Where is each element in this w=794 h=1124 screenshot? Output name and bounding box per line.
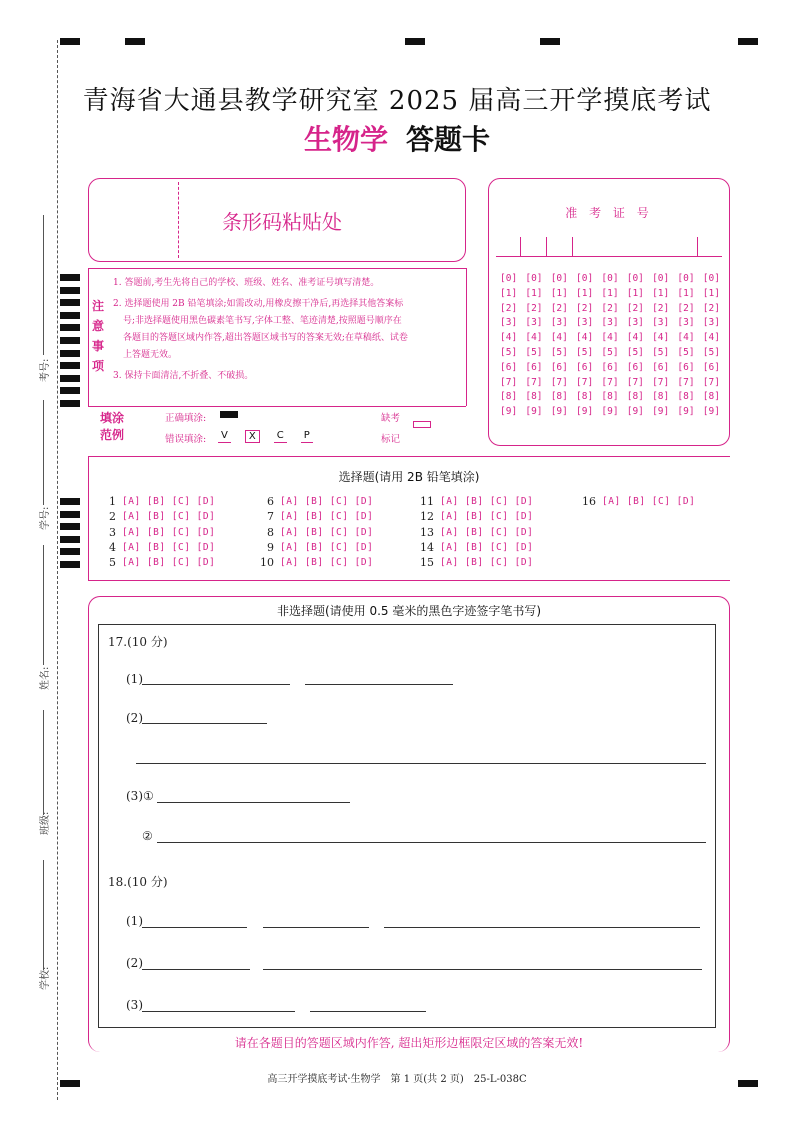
reg-mark-top-2	[125, 38, 145, 45]
fill-wrong-label: 错误填涂:	[165, 434, 207, 445]
q17-p1-line-b[interactable]	[305, 684, 453, 685]
notice-heading-char: 事	[92, 339, 105, 353]
exam-id-bubble[interactable]: [6]	[550, 361, 568, 373]
reg-mark-top-1	[60, 38, 80, 45]
exam-id-bubble[interactable]: [6]	[677, 361, 695, 373]
exam-id-bubble[interactable]: [0]	[652, 273, 670, 284]
exam-id-bubble[interactable]: [4]	[525, 332, 543, 344]
choice-question-number: 15	[420, 556, 434, 570]
choice-options[interactable]: [A] [B] [C] [D]	[122, 526, 216, 538]
choice-options[interactable]: [A] [B] [C] [D]	[122, 541, 216, 553]
exam-id-bubble[interactable]: [7]	[576, 376, 594, 388]
exam-id-bubble[interactable]: [3]	[500, 317, 518, 329]
choice-options[interactable]: [A] [B] [C] [D]	[440, 557, 534, 569]
side-line-name	[43, 545, 44, 665]
exam-id-bubble[interactable]: [7]	[601, 376, 619, 388]
q18-label: 18.(10 分)	[108, 875, 168, 889]
reg-mark-top-5	[738, 38, 758, 45]
choice-question-number: 13	[420, 525, 434, 539]
exam-id-digit-row	[500, 273, 720, 284]
fill-correct-label: 正确填涂:	[165, 413, 207, 424]
answer-warning: 请在各题目的答题区域内作答, 超出矩形边框限定区域的答案无效!	[234, 1036, 584, 1050]
exam-id-bubble[interactable]: [6]	[525, 361, 543, 373]
exam-id-bubble[interactable]: [8]	[500, 391, 518, 403]
page-footer: 高三开学摸底考试·生物学 第 1 页(共 2 页) 25-L-038C	[267, 1074, 527, 1085]
fill-wrong-samples	[218, 430, 313, 443]
choice-question-number: 4	[109, 540, 116, 554]
choice-question-row	[420, 526, 533, 539]
q17-p3b-label: ②	[142, 829, 153, 843]
exam-id-bubble[interactable]: [2]	[652, 302, 670, 314]
exam-id-bubble[interactable]: [9]	[576, 406, 594, 418]
barcode-label: 条形码粘贴处	[222, 210, 342, 234]
choice-question-row	[420, 495, 533, 508]
q17-p3b-line[interactable]	[157, 842, 706, 843]
q17-p2-line-a[interactable]	[142, 723, 267, 724]
exam-id-bubble[interactable]: [9]	[500, 406, 518, 418]
wrong-mark-p: P	[301, 430, 313, 443]
side-line-exam-no	[43, 215, 44, 355]
exam-id-bubble[interactable]: [6]	[702, 361, 720, 373]
exam-id-bubble[interactable]: [3]	[626, 317, 644, 329]
exam-id-bubble[interactable]: [0]	[500, 273, 518, 284]
exam-id-bubble[interactable]: [5]	[550, 347, 568, 358]
subject-name: 生物学	[303, 123, 388, 156]
wrong-mark-x: X	[245, 430, 260, 443]
exam-id-bubble[interactable]: [5]	[677, 347, 695, 358]
timing-mark	[60, 324, 80, 331]
barcode-divider	[178, 182, 179, 258]
exam-id-bubble[interactable]: [0]	[550, 273, 568, 284]
exam-id-bubble[interactable]: [7]	[702, 376, 720, 388]
notice-heading-char: 项	[92, 359, 105, 373]
exam-id-bubble[interactable]: [5]	[601, 347, 619, 358]
timing-mark	[60, 287, 80, 294]
notice-box-bottom	[88, 406, 466, 407]
exam-id-bubble[interactable]: [5]	[702, 347, 720, 358]
wrong-mark-c: C	[274, 430, 287, 443]
nonchoice-section-title: 非选择题(请使用 0.5 毫米的黑色字迹签字笔书写)	[276, 604, 542, 618]
exam-id-cell-divider	[546, 237, 547, 257]
choice-question-row	[260, 510, 373, 523]
choice-section-title: 选择题(请用 2B 铅笔填涂)	[338, 470, 480, 484]
side-label-name: 姓名:	[40, 666, 51, 690]
exam-id-bubble[interactable]: [7]	[525, 376, 543, 388]
page-subtitle	[0, 118, 794, 158]
exam-id-bubble[interactable]: [7]	[677, 376, 695, 388]
exam-id-bubble[interactable]: [1]	[652, 287, 670, 299]
choice-question-row	[102, 541, 215, 554]
choice-question-number: 12	[420, 510, 434, 524]
choice-question-number: 16	[582, 495, 596, 508]
choice-question-number: 5	[109, 556, 116, 570]
timing-mark	[60, 561, 80, 568]
choice-question-number: 8	[267, 525, 274, 539]
exam-id-bubble[interactable]: [5]	[500, 347, 518, 358]
exam-id-bubble[interactable]: [9]	[601, 406, 619, 418]
notice-items	[113, 275, 463, 385]
exam-id-bubble[interactable]: [5]	[525, 347, 543, 358]
q17-p3a-label: (3)①	[126, 789, 154, 803]
exam-id-digit-row	[500, 288, 720, 299]
exam-id-bubble[interactable]: [3]	[702, 317, 720, 329]
choice-options[interactable]: [A] [B] [C] [D]	[280, 511, 374, 523]
exam-id-bubble[interactable]: [2]	[525, 302, 543, 314]
exam-id-digit-row	[500, 377, 720, 388]
choice-section-bottom	[88, 580, 730, 581]
exam-id-bubble[interactable]: [2]	[626, 302, 644, 314]
reg-mark-top-4	[540, 38, 560, 45]
side-label-exam-no: 考号:	[40, 358, 51, 382]
page-title: 青海省大通县教学研究室 2025 届高三开学摸底考试	[82, 86, 712, 116]
exam-id-bubble[interactable]: [4]	[677, 332, 695, 344]
timing-mark	[60, 511, 80, 518]
choice-question-row	[102, 526, 215, 539]
choice-options[interactable]: [A] [B] [C] [D]	[440, 526, 534, 538]
exam-id-bubble[interactable]: [2]	[550, 302, 568, 314]
exam-id-bubble[interactable]: [4]	[652, 332, 670, 344]
notice-box-top	[88, 268, 466, 269]
choice-options[interactable]: [A] [B] [C] [D]	[122, 557, 216, 569]
notice-item: 各题目的答题区域内作答,超出答题区域书写的答案无效;在草稿纸、试卷	[123, 333, 408, 343]
exam-id-bubble[interactable]: [6]	[626, 361, 644, 373]
choice-question-number: 11	[420, 495, 434, 508]
timing-mark	[60, 375, 80, 382]
timing-mark	[60, 337, 80, 344]
choice-question-row	[260, 541, 373, 554]
q18-p2-label: (2)	[126, 956, 143, 970]
exam-id-bubble[interactable]: [0]	[525, 273, 543, 284]
choice-question-row	[260, 526, 373, 539]
exam-id-bubble[interactable]: [0]	[702, 273, 720, 284]
choice-question-row	[420, 541, 533, 554]
notice-box-right	[466, 268, 467, 406]
exam-id-bubble[interactable]: [7]	[652, 376, 670, 388]
exam-id-bubble[interactable]: [9]	[652, 406, 670, 418]
choice-question-number: 14	[420, 540, 434, 554]
exam-id-bubble[interactable]: [9]	[677, 406, 695, 418]
exam-id-digit-row	[500, 317, 720, 328]
exam-id-bubble[interactable]: [3]	[525, 317, 543, 329]
choice-question-row	[102, 495, 215, 508]
exam-id-bubble[interactable]: [3]	[677, 317, 695, 329]
exam-id-bubble[interactable]: [2]	[500, 302, 518, 314]
q18-p3-line-b[interactable]	[310, 1011, 426, 1012]
choice-question-number: 3	[109, 525, 116, 539]
exam-id-bubble[interactable]: [6]	[500, 361, 518, 373]
notice-item: 上答题无效。	[123, 350, 178, 360]
timing-mark	[60, 312, 80, 319]
exam-id-bubble[interactable]: [0]	[626, 273, 644, 284]
choice-question-number: 1	[109, 495, 116, 508]
q18-p1-line-b[interactable]	[263, 927, 369, 928]
exam-id-bubble[interactable]: [1]	[500, 287, 518, 299]
fill-heading-line: 填涂	[100, 411, 125, 425]
exam-id-bubble[interactable]: [7]	[626, 376, 644, 388]
choice-question-row	[582, 495, 695, 508]
notice-item: 号;非选择题使用黑色碳素笔书写,字体工整、笔迹清楚,按照题号顺序在	[123, 316, 402, 326]
q18-p1-line-a[interactable]	[142, 927, 247, 928]
choice-question-row	[102, 510, 215, 523]
exam-id-bubble[interactable]: [4]	[550, 332, 568, 344]
exam-id-bubble[interactable]: [4]	[702, 332, 720, 344]
exam-id-bubble[interactable]: [6]	[576, 361, 594, 373]
exam-id-bubble[interactable]: [5]	[576, 347, 594, 358]
choice-options[interactable]: [A] [B] [C] [D]	[280, 557, 374, 569]
fill-correct-sample	[220, 411, 238, 418]
q18-p3-line-a[interactable]	[142, 1011, 295, 1012]
fill-example-heading	[100, 410, 124, 444]
timing-mark	[60, 387, 80, 394]
exam-id-bubble[interactable]: [6]	[601, 361, 619, 373]
exam-id-bubble[interactable]: [8]	[652, 391, 670, 403]
exam-id-bubble[interactable]: [7]	[500, 376, 518, 388]
q17-p2-label: (2)	[126, 711, 143, 725]
q18-p1-label: (1)	[126, 914, 143, 928]
exam-id-cell-divider	[520, 237, 521, 257]
choice-question-row	[420, 510, 533, 523]
exam-id-cell-divider	[697, 237, 698, 257]
choice-section-top	[88, 456, 730, 457]
timing-mark	[60, 350, 80, 357]
timing-mark	[60, 274, 80, 281]
exam-id-digit-row	[500, 406, 720, 417]
choice-options[interactable]: [A] [B] [C] [D]	[440, 511, 534, 523]
exam-id-bubble[interactable]: [6]	[652, 361, 670, 373]
side-label-student-no: 学号:	[40, 506, 51, 530]
side-label-class: 班级:	[40, 811, 51, 835]
choice-question-number: 9	[267, 540, 274, 554]
timing-mark	[60, 400, 80, 407]
q17-p1-line-a[interactable]	[142, 684, 290, 685]
q17-p2-line-b[interactable]	[136, 763, 706, 764]
exam-id-bubble[interactable]: [7]	[550, 376, 568, 388]
exam-id-bubble[interactable]: [4]	[626, 332, 644, 344]
exam-id-bubble[interactable]: [1]	[702, 287, 720, 299]
timing-mark	[60, 498, 80, 505]
notice-heading-char: 意	[92, 319, 105, 333]
side-line-class	[43, 710, 44, 815]
choice-question-number: 7	[267, 510, 274, 524]
q18-p1-line-c[interactable]	[384, 927, 700, 928]
exam-id-bubble[interactable]: [9]	[550, 406, 568, 418]
choice-options[interactable]: [A] [B] [C] [D]	[280, 496, 374, 507]
exam-id-bubble[interactable]: [0]	[601, 273, 619, 284]
exam-id-digit-row	[500, 347, 720, 358]
exam-id-bubble[interactable]: [1]	[677, 287, 695, 299]
exam-id-bubble[interactable]: [1]	[550, 287, 568, 299]
exam-id-bubble[interactable]: [3]	[576, 317, 594, 329]
notice-item: 3. 保持卡面清洁,不折叠、不破损。	[113, 371, 254, 381]
absent-label-2: 标记	[381, 434, 401, 445]
exam-id-bubble[interactable]: [1]	[525, 287, 543, 299]
exam-id-bubble[interactable]: [9]	[702, 406, 720, 418]
notice-item: 2. 选择题使用 2B 铅笔填涂;如需改动,用橡皮擦干净后,再选择其他答案标	[113, 299, 404, 309]
choice-question-row	[260, 556, 373, 569]
notice-item: 1. 答题前,考生先将自己的学校、班级、姓名、准考证号填写清楚。	[113, 278, 380, 288]
exam-id-bubble[interactable]: [8]	[702, 391, 720, 403]
choice-question-row	[420, 556, 533, 569]
exam-id-digit-row	[500, 391, 720, 402]
choice-question-number: 2	[109, 510, 116, 524]
exam-id-bubble[interactable]: [8]	[601, 391, 619, 403]
choice-question-row	[102, 556, 215, 569]
choice-options[interactable]: [A] [B] [C] [D]	[440, 541, 534, 553]
q18-p2-line-a[interactable]	[142, 969, 250, 970]
choice-question-number: 10	[260, 556, 274, 570]
choice-question-row	[260, 495, 373, 508]
exam-id-bubble[interactable]: [8]	[576, 391, 594, 403]
exam-id-bubble[interactable]: [8]	[677, 391, 695, 403]
notice-box-left	[88, 268, 89, 406]
exam-id-bubble[interactable]: [8]	[626, 391, 644, 403]
exam-id-digit-row	[500, 303, 720, 314]
exam-id-bubble[interactable]: [3]	[652, 317, 670, 329]
exam-id-bubble[interactable]: [3]	[601, 317, 619, 329]
exam-id-bubble[interactable]: [9]	[626, 406, 644, 418]
choice-options[interactable]: [A] [B] [C] [D]	[440, 496, 534, 507]
exam-id-bubble[interactable]: [8]	[525, 391, 543, 403]
reg-mark-top-3	[405, 38, 425, 45]
absent-label: 缺考	[381, 413, 401, 424]
side-line-student-no	[43, 400, 44, 505]
exam-id-bubble[interactable]: [0]	[576, 273, 594, 284]
choice-options[interactable]: [A] [B] [C] [D]	[280, 526, 374, 538]
exam-id-bubble[interactable]: [1]	[626, 287, 644, 299]
exam-id-bubble[interactable]: [4]	[601, 332, 619, 344]
side-label-school: 学校:	[40, 966, 51, 990]
exam-id-bubble[interactable]: [2]	[576, 302, 594, 314]
absent-checkbox[interactable]	[413, 421, 431, 428]
card-name: 答题卡	[406, 123, 491, 156]
exam-id-bubble[interactable]: [5]	[652, 347, 670, 358]
exam-id-bubble[interactable]: [8]	[550, 391, 568, 403]
choice-options[interactable]: [A] [B] [C] [D]	[122, 496, 216, 507]
exam-id-bubble[interactable]: [2]	[677, 302, 695, 314]
exam-id-label: 准 考 证 号	[565, 206, 653, 220]
q18-p2-line-b[interactable]	[263, 969, 702, 970]
fill-heading-line: 范例	[100, 428, 125, 442]
exam-id-bubble[interactable]: [4]	[576, 332, 594, 344]
timing-mark	[60, 523, 80, 530]
exam-id-bubble[interactable]: [1]	[576, 287, 594, 299]
exam-id-bubble[interactable]: [1]	[601, 287, 619, 299]
exam-id-write-row	[496, 237, 722, 257]
exam-id-cell-divider	[572, 237, 573, 257]
q18-p3-label: (3)	[126, 998, 143, 1012]
binding-line	[57, 40, 58, 1100]
exam-id-bubble[interactable]: [2]	[601, 302, 619, 314]
exam-id-bubble[interactable]: [9]	[525, 406, 543, 418]
q17-p3a-line[interactable]	[157, 802, 350, 803]
timing-mark	[60, 536, 80, 543]
q17-p1-label: (1)	[126, 672, 143, 686]
choice-options[interactable]: [A] [B] [C] [D]	[122, 511, 216, 523]
exam-id-digit-row	[500, 362, 720, 373]
exam-id-bubble[interactable]: [0]	[677, 273, 695, 284]
choice-options[interactable]: [A] [B] [C] [D]	[602, 496, 696, 507]
exam-id-bubble[interactable]: [2]	[702, 302, 720, 314]
timing-mark	[60, 548, 80, 555]
side-line-school	[43, 860, 44, 970]
notice-heading-char: 注	[92, 299, 105, 313]
timing-mark	[60, 362, 80, 369]
exam-id-bubble[interactable]: [4]	[500, 332, 518, 344]
choice-question-number: 6	[267, 495, 274, 508]
q17-label: 17.(10 分)	[108, 635, 168, 649]
choice-options[interactable]: [A] [B] [C] [D]	[280, 541, 374, 553]
exam-id-bubble[interactable]: [3]	[550, 317, 568, 329]
wrong-mark-v: V	[218, 430, 231, 443]
timing-mark	[60, 299, 80, 306]
exam-id-bubble[interactable]: [5]	[626, 347, 644, 358]
notice-heading	[92, 296, 106, 376]
exam-id-digit-row	[500, 332, 720, 343]
